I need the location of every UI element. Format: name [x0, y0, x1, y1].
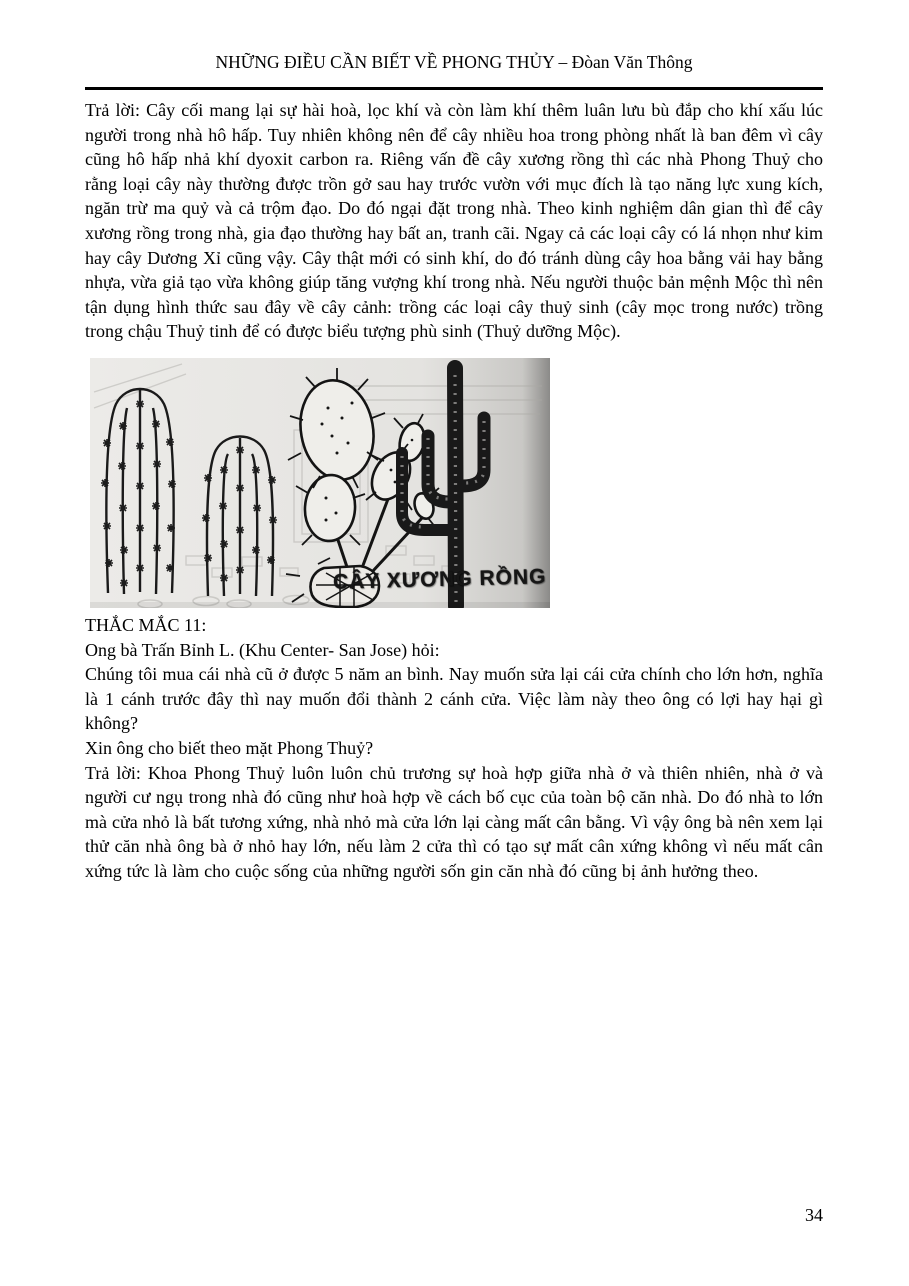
paragraph-answer-door: Trả lời: Khoa Phong Thuỷ luôn luôn chủ trương sự hoà hợp giữa nhà ở và thiên nhiên, nhà ở và người cư ngụ trong nhà đó cũng như hoà hợp về cách bố cục của toàn bộ căn nhà. Do đó nhà to lớn mà cửa nhỏ là bất tương xứng, nhà nhỏ mà cửa lớn lại càng mất cân bằng. Vì vậy ông bà nên xem lại thử căn nhà ông bà ở nhỏ hay lớn, nếu làm 2 cửa thì có tạo sự mất cân xứng không vì nếu mất cân xứng tức là làm cho cuộc sống của những người sốn gin căn nhà đó cũng bị ảnh hưởng theo.	[85, 762, 823, 881]
cactus-figure	[90, 358, 550, 608]
question-followup-line: Xin ông cho biết theo mặt Phong Thuỷ?	[85, 737, 374, 758]
asker-line: Ong bà Trấn Bỉnh L. (Khu Center- San Jose) hỏi:	[85, 639, 440, 660]
paragraph-answer-plants: Trả lời: Cây cối mang lại sự hài hoà, lọc khí và còn làm khí thêm luân lưu bù đắp cho khí xấu lúc người trong nhà hô hấp. Tuy nhiên không nên để cây nhiều hoa trong phòng nhất là ban đêm vì cây cũng hô hấp nhả khí dyoxit carbon ra. Riêng vấn đề cây xương rồng thì các nhà Phong Thuỷ cho rằng loại cây này thường được trồn gở sau hay trước vườn với mục đích là tạo năng lực xung kích, ngăn trừ ma quỷ và cả trộm đạo. Do đó ngại đặt trong nhà. Theo kinh nghiệm dân gian thì để cây xương rồng trong nhà, gia đạo thường hay bất an, tranh cãi. Ngay cả các loại cây có lá nhọn như kim hay cây Dương Xỉ cũng vậy. Cây thật mới có sinh khí, do đó tránh dùng cây hoa bằng vải hay bằng nhựa, vừa giả tạo vừa không giúp tăng vượng khí trong nhà. Nếu người thuộc bản mệnh Mộc thì nên tận dụng hình thức sau đây về cây cảnh: trồng các loại cây thuỷ sinh (cây mọc trong nước) trồng trong chậu Thuỷ tinh để có được biểu tượng phù sinh (Thuỷ dưỡng Mộc).	[85, 100, 823, 342]
figure-caption: CÂY XƯƠNG RỒNG	[332, 565, 547, 594]
page-number: 34	[805, 1205, 823, 1225]
section-heading-thac-mac-11: THẮC MẮC 11:	[85, 614, 207, 635]
page-header-title: NHỮNG ĐIỀU CẦN BIẾT VỀ PHONG THỦY – Đòan Văn Thông	[215, 52, 693, 72]
page-content	[85, 0, 823, 883]
paragraph-question: Chúng tôi mua cái nhà cũ ở được 5 năm an bình. Nay muốn sửa lại cái cửa chính cho lớn hơn, nghĩa là 1 cánh trước đây thì nay muốn đổi thành 2 cánh cửa. Việc làm này theo ông có lợi hay hại gì không?	[85, 664, 823, 734]
header-rule	[85, 87, 823, 90]
